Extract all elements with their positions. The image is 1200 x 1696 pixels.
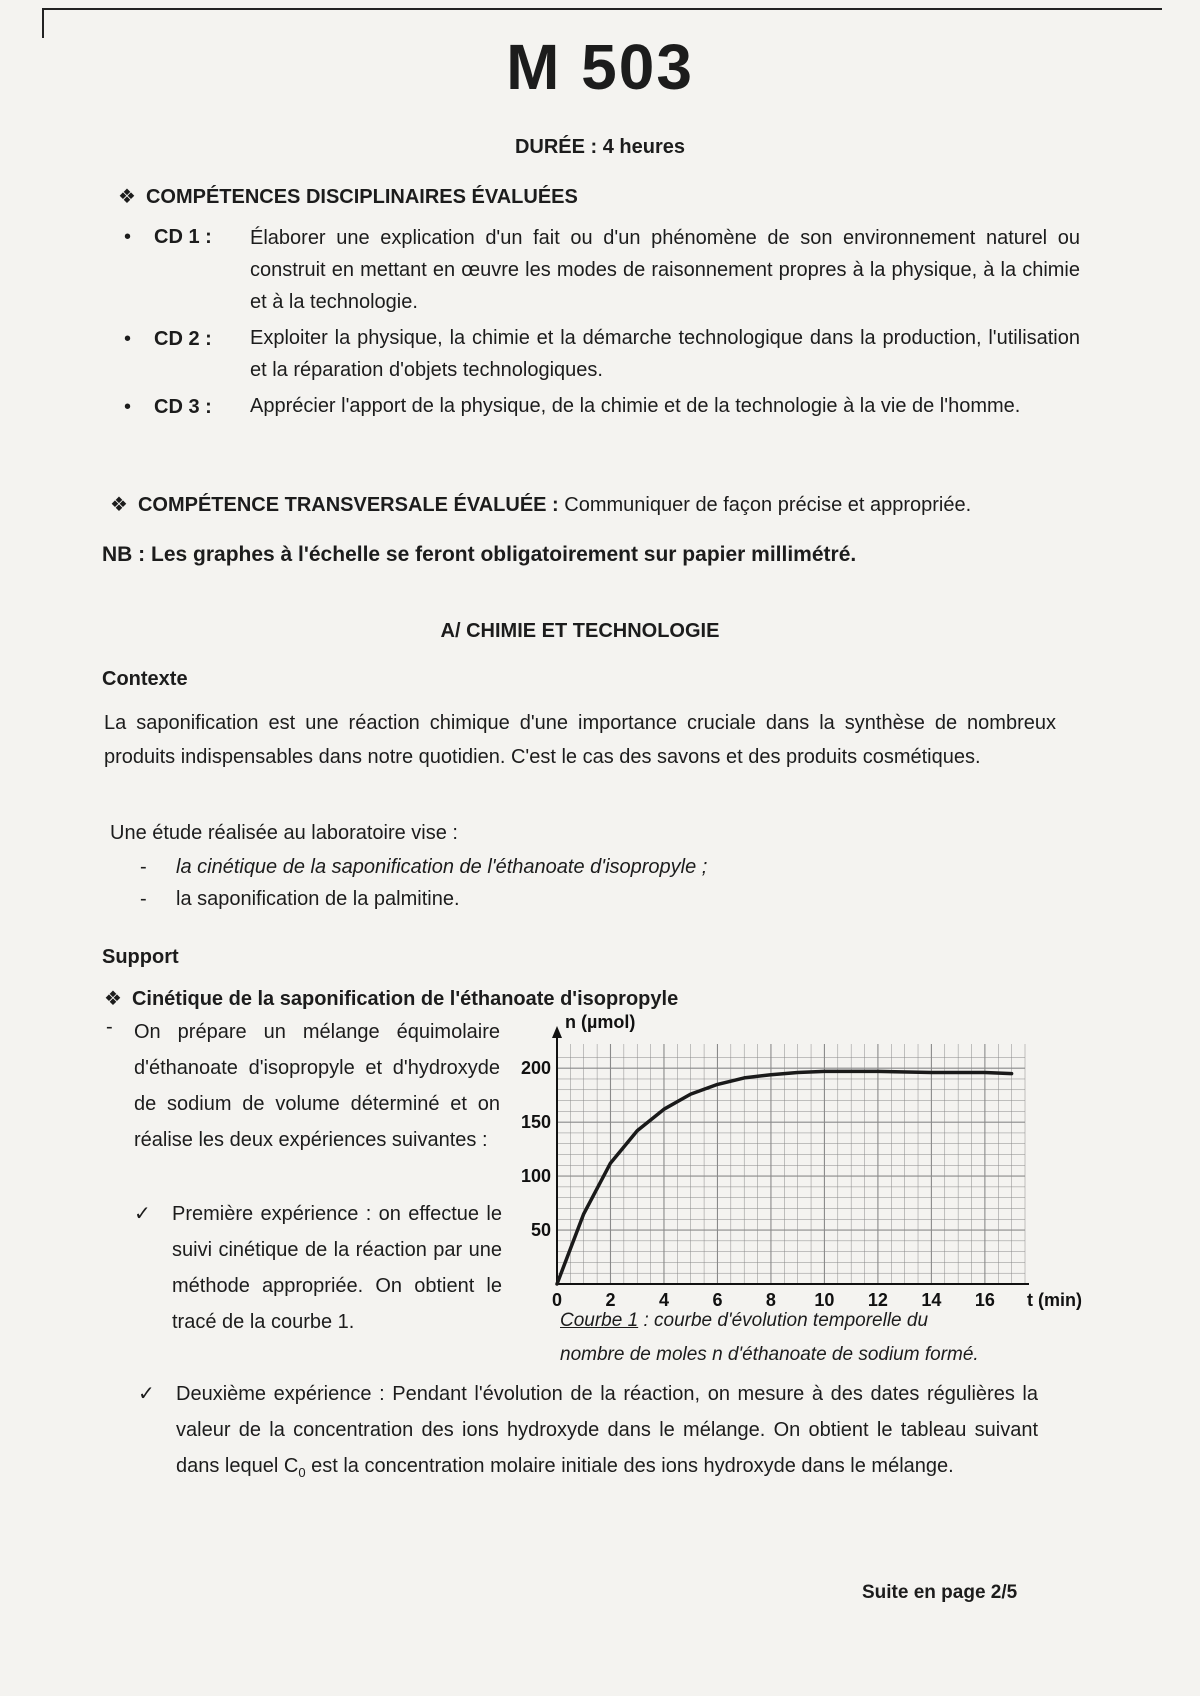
cd-text: Apprécier l'apport de la physique, de la chimie et de la technologie à la vie de l'homme. [250,395,1021,417]
transversale-text: Communiquer de façon précise et appropriée. [558,494,972,516]
nb-note: NB : Les graphes à l'échelle se feront obligatoirement sur papier millimétré. [102,543,857,566]
checkmark-icon: ✓ [138,1383,155,1405]
exam-duration: DURÉE : 4 heures [514,136,686,158]
experience-1-text: Première expérience : on effectue le suivi cinétique de la réaction par une méthode appropriée. On obtient le tracé de la courbe 1. [172,1203,502,1333]
subscript-zero: 0 [298,1465,306,1480]
experience-2-text-end: est la concentration molaire initiale des ions hydroxyde dans le mélange. [305,1455,954,1477]
experience-2-text-start: Deuxième expérience : Pendant l'évolution de la réaction, on mesure à des dates régulières la valeur de la concentration des ions hydroxyde dans le mélange. On obtient le tableau suivant dans lequel C [176,1383,1038,1477]
support-subtitle-line [104,986,678,1011]
bullet-icon: • [124,396,132,418]
contexte-paragraph: La saponification est une réaction chimique d'une importance cruciale dans la synthèse de nombreux produits indispensables dans notre quotidien. C'est le cas des savons et des produits cosmétiques. [104,712,1056,768]
experience-2-text [176,1376,1038,1491]
competences-heading [118,184,578,209]
courbe-1-chart [520,1012,1082,1314]
experience-2 [138,1376,1038,1526]
x-tick-label: 10 [814,1290,835,1310]
support-title: Support [102,946,179,968]
x-tick-label: 14 [921,1290,942,1310]
page-continuation: Suite en page 2/5 [862,1582,1018,1603]
x-tick-label: 6 [712,1290,723,1310]
list-item-text: la saponification de la palmitine. [176,888,460,910]
caption-text: : courbe d'évolution temporelle du [638,1310,929,1331]
y-tick-label: 50 [530,1220,551,1241]
list-item-text: la cinétique de la saponification de l'éthanoate d'isopropyle ; [176,856,708,878]
support-intro: On prépare un mélange équimolaire d'éthanoate d'isopropyle et d'hydroxyde de sodium de volume déterminé et on réalise les deux expériences suivantes : [134,1021,500,1151]
section-title: A/ CHIMIE ET TECHNOLOGIE [440,620,720,642]
diamond-bullet-icon: ❖ [118,186,136,208]
caption-label: Courbe 1 [560,1310,639,1331]
bullet-icon: • [124,226,132,248]
page-border [42,8,1162,10]
y-tick-label: 150 [520,1112,551,1133]
diamond-bullet-icon: ❖ [104,988,122,1010]
dash-bullet: - [140,888,147,910]
contexte-intro: Une étude réalisée au laboratoire vise : [110,822,458,844]
x-axis-label: t (min) [1027,1290,1082,1310]
checkmark-icon: ✓ [134,1203,151,1225]
chart-canvas [520,1012,1082,1314]
y-axis-label: n (µmol) [565,1012,636,1032]
y-tick-label: 100 [520,1166,551,1187]
dash-bullet: - [140,856,147,878]
x-tick-label: 12 [867,1290,888,1310]
transversale-line [110,492,971,517]
competences-title: COMPÉTENCES DISCIPLINAIRES ÉVALUÉES [145,186,578,208]
y-axis-arrow-icon [552,1026,562,1038]
bullet-icon: • [124,328,132,350]
cd-item [124,328,1084,398]
chart-caption [560,1310,928,1332]
cd-text: Exploiter la physique, la chimie et la démarche technologique dans la production, l'utilisation et la réparation d'objets technologiques. [250,327,1080,381]
y-tick-label: 200 [520,1058,551,1079]
x-tick-label: 0 [551,1290,563,1310]
contexte-title: Contexte [102,668,188,690]
x-tick-label: 16 [974,1290,995,1310]
transversale-label: COMPÉTENCE TRANSVERSALE ÉVALUÉE : [137,494,559,516]
cd-text: Élaborer une explication d'un fait ou d'un phénomène de son environnement naturel ou construit en mettant en œuvre les modes de raisonnement propres à la physique, à la chimie et à la technologie. [250,227,1080,313]
chart-caption-line2: nombre de moles n d'éthanoate de sodium formé. [560,1344,979,1365]
exam-code: M 503 [506,31,694,103]
dash-bullet: - [106,1016,113,1038]
x-tick-label: 2 [605,1290,616,1310]
cd-item [124,226,1084,326]
cd-item [124,396,1084,466]
experience-1 [134,1196,502,1376]
cd-label: CD 2 : [154,328,212,350]
x-tick-label: 4 [658,1290,669,1310]
cd-label: CD 1 : [154,226,212,248]
x-tick-label: 8 [765,1290,776,1310]
cd-label: CD 3 : [154,396,212,418]
diamond-bullet-icon: ❖ [110,494,128,516]
support-subtitle: Cinétique de la saponification de l'éthanoate d'isopropyle [131,988,679,1010]
